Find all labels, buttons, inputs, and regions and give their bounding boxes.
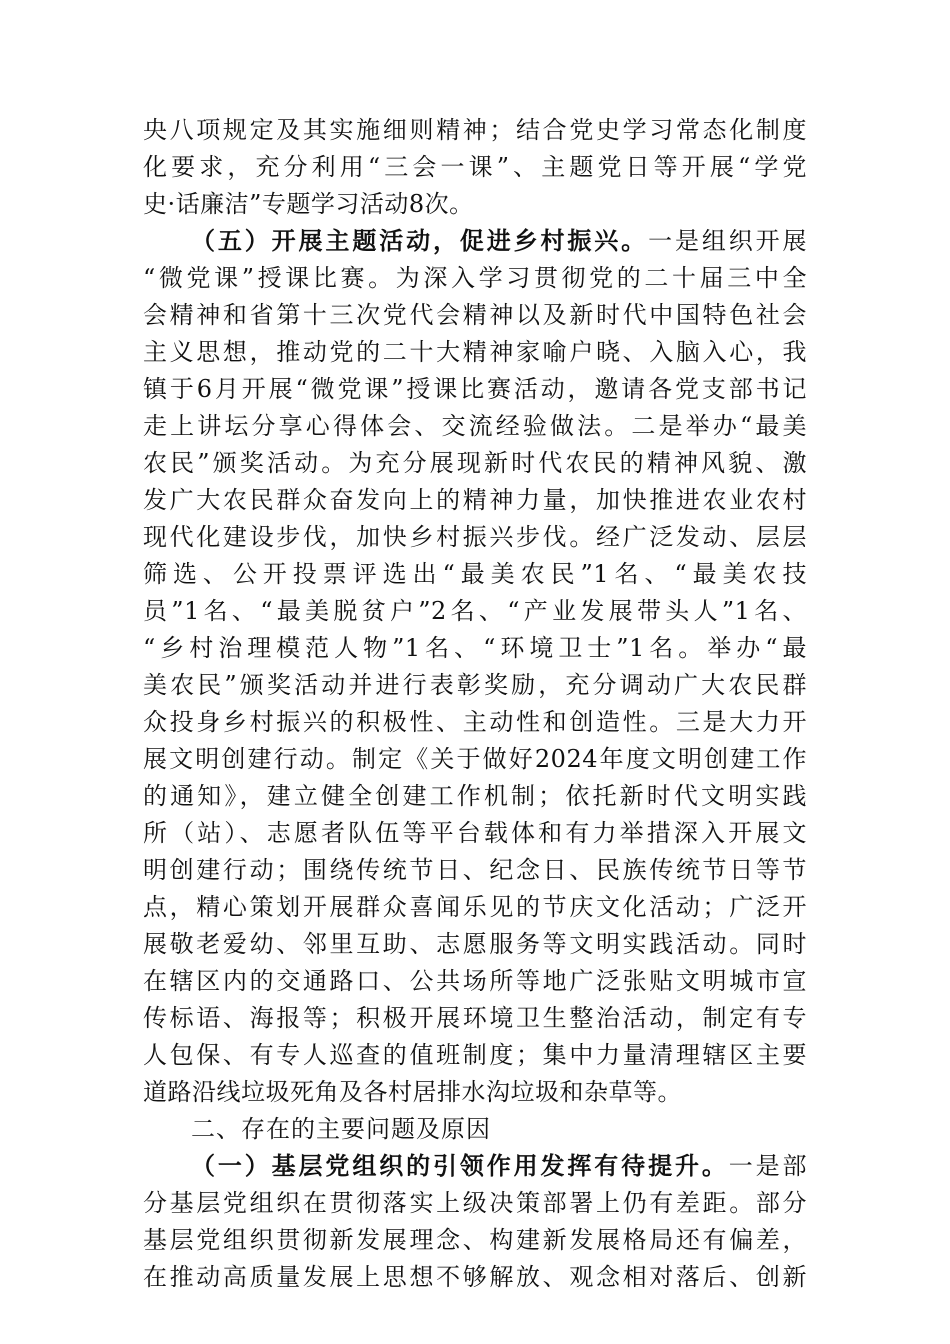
paragraph-line: 众投身乡村振兴的积极性、主动性和创造性。三是大力开 [143, 708, 807, 736]
paragraph-line: 现代化建设步伐，加快乡村振兴步伐。经广泛发动、层层 [143, 523, 807, 551]
paragraph-line: 筛选、公开投票评选出“最美农民”1名、“最美农技 [143, 560, 807, 588]
paragraph-line: 分基层党组织在贯彻落实上级决策部署上仍有差距。部分 [143, 1189, 807, 1217]
paragraph-line [191, 226, 807, 256]
paragraph-line: 主义思想，推动党的二十大精神家喻户晓、入脑入心，我 [143, 338, 807, 366]
paragraph-line: 会精神和省第十三次党代会精神以及新时代中国特色社会 [143, 301, 807, 329]
section-title-5: （五）开展主题活动，促进乡村振兴。 [191, 226, 649, 255]
paragraph-line: 点，精心策划开展群众喜闻乐见的节庆文化活动；广泛开 [143, 893, 807, 921]
subsection-title-1: （一）基层党组织的引领作用发挥有待提升。 [191, 1151, 729, 1180]
paragraph-line: 发广大农民群众奋发向上的精神力量，加快推进农业农村 [143, 486, 807, 514]
paragraph-line: 基层党组织贯彻新发展理念、构建新发展格局还有偏差， [143, 1226, 807, 1254]
paragraph-line: 在推动高质量发展上思想不够解放、观念相对落后、创新 [143, 1263, 807, 1291]
paragraph-line: 道路沿线垃圾死角及各村居排水沟垃圾和杂草等。 [143, 1078, 682, 1106]
paragraph-text: 一是部 [728, 1152, 808, 1180]
section-heading: 二、存在的主要问题及原因 [191, 1115, 491, 1143]
paragraph-line: 所（站）、志愿者队伍等平台载体和有力举措深入开展文 [143, 819, 807, 847]
paragraph-line: 镇于6月开展“微党课”授课比赛活动，邀请各党支部书记 [143, 375, 807, 403]
paragraph-line: 传标语、海报等；积极开展环境卫生整治活动，制定有专 [143, 1004, 807, 1032]
paragraph-text: 一是组织开展 [648, 227, 808, 255]
paragraph-line: “微党课”授课比赛。为深入学习贯彻党的二十届三中全 [143, 264, 807, 292]
paragraph-line [191, 1151, 807, 1181]
paragraph-line: 人包保、有专人巡查的值班制度；集中力量清理辖区主要 [143, 1041, 807, 1069]
paragraph-line: 明创建行动；围绕传统节日、纪念日、民族传统节日等节 [143, 856, 807, 884]
paragraph-line: 央八项规定及其实施细则精神；结合党史学习常态化制度 [143, 116, 807, 144]
paragraph-line: 美农民”颁奖活动并进行表彰奖励，充分调动广大农民群 [143, 671, 807, 699]
paragraph-line: 走上讲坛分享心得体会、交流经验做法。二是举办“最美 [143, 412, 807, 440]
paragraph-line: 史·话廉洁”专题学习活动8次。 [143, 190, 474, 218]
paragraph-line: 展文明创建行动。制定《关于做好2024年度文明创建工作 [143, 745, 807, 773]
paragraph-line: 在辖区内的交通路口、公共场所等地广泛张贴文明城市宣 [143, 967, 807, 995]
paragraph-line: 的通知》，建立健全创建工作机制；依托新时代文明实践 [143, 782, 807, 810]
paragraph-line: 农民”颁奖活动。为充分展现新时代农民的精神风貌、激 [143, 449, 807, 477]
paragraph-line: 员”1名、“最美脱贫户”2名、“产业发展带头人”1名、 [143, 597, 807, 625]
paragraph-line: 化要求，充分利用“三会一课”、主题党日等开展“学党 [143, 153, 807, 181]
paragraph-line: 展敬老爱幼、邻里互助、志愿服务等文明实践活动。同时 [143, 930, 807, 958]
paragraph-line: “乡村治理模范人物”1名、“环境卫士”1名。举办“最 [143, 634, 807, 662]
